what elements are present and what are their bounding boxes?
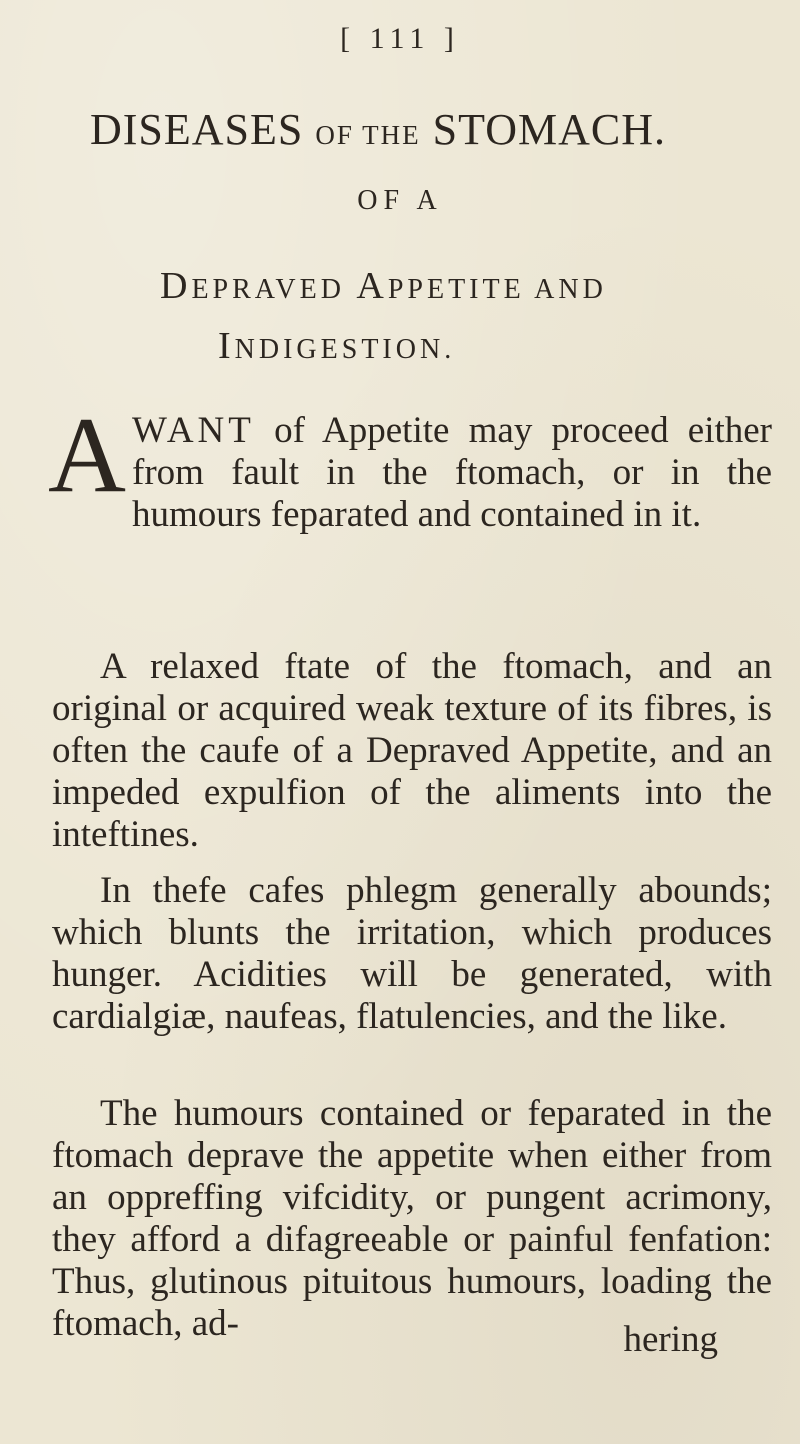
paragraph-4: The humours contained or feparated in the ftomach deprave the appetite when either from an oppreffing vifcidity, or pungent acrimony, they afford a difagreeable or painful fenfation: Thus, glutinous pituitous humours, loading the ftomach, ad- — [52, 1093, 772, 1344]
catchword: hering — [623, 1319, 718, 1360]
heading-cap: A — [356, 265, 388, 307]
paragraph-1-lead: WANT — [132, 410, 255, 451]
title-part-of-the: OF THE — [315, 120, 421, 150]
paragraph-3: In thefe cafes phlegm generally abounds; which blunts the irritation, which produces hunger. Acidities will be generated, with cardialgiæ, naufeas, flatulencies, and the like. — [52, 870, 772, 1037]
section-heading-line-2 — [218, 324, 455, 368]
paragraph-1-text: of Appetite may proceed either from fault in the ftomach, or in the humours feparated and contained in it. — [132, 410, 773, 535]
page-title — [90, 104, 730, 155]
page-number: [ 111 ] — [340, 22, 460, 55]
heading-smallcaps: EPRAVED — [191, 274, 345, 305]
heading-smallcaps: NDIGESTION. — [234, 334, 456, 365]
heading-cap: D — [160, 265, 192, 307]
paragraph-1 — [48, 396, 773, 536]
heading-cap: I — [218, 325, 235, 367]
section-heading-line-1 — [160, 264, 607, 308]
title-part-diseases: DISEASES — [90, 105, 304, 154]
drop-cap: A — [48, 396, 126, 515]
title-part-stomach: STOMACH. — [432, 105, 666, 154]
heading-smallcaps: PPETITE AND — [387, 274, 607, 305]
subtitle: OF A — [357, 185, 443, 216]
paragraph-2: A relaxed ftate of the ftomach, and an original or acquired weak texture of its fibres, is often the caufe of a Depraved Appetite, and an impeded expulfion of the aliments into the inteftines. — [52, 646, 772, 855]
